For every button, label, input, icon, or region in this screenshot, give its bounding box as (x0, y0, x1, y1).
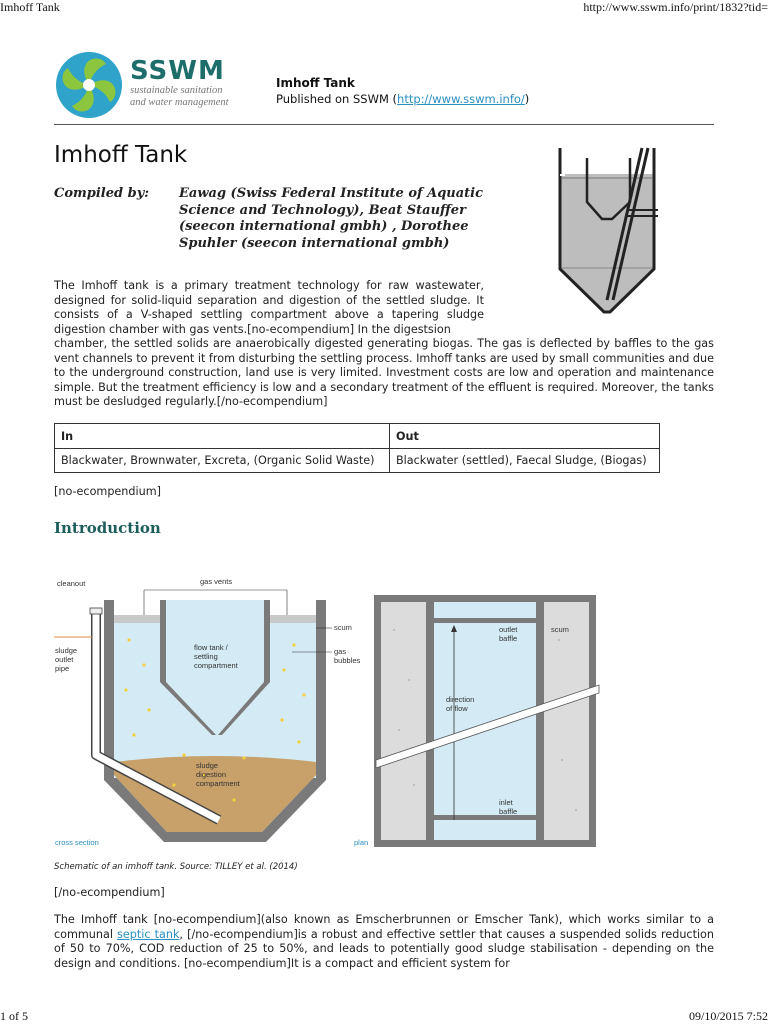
print-timestamp: 09/10/2015 7:52 (688, 1009, 768, 1023)
print-header-title: Imhoff Tank (0, 0, 60, 14)
label-plan: plan (354, 838, 369, 847)
label-gas-bubbles-1: gas (334, 647, 347, 656)
cross-section-view (54, 577, 361, 847)
label-flow-tank-1: flow tank / (194, 643, 228, 652)
label-flow-tank-2: settling (194, 652, 218, 661)
label-direction-1: direction (446, 695, 475, 704)
label-cleanout: cleanout (57, 579, 86, 588)
label-sludge-digestion-3: compartment (196, 779, 240, 788)
label-sludge-outlet-2: outlet (55, 655, 74, 664)
imhoff-tank-thumbnail (552, 144, 662, 316)
body-text-part-2: , [/no-ecompendium]is a robust and effective settler that causes a suspended solids reduction of 50 to 70%, COD reduction of 25 to 50%, and leads to potentially good sludge stabilisation - depending on the design and conditions. [no-ecompendium]It is a compact and efficient system for (54, 927, 714, 970)
label-outlet-baffle-2: baffle (499, 634, 518, 643)
table-header-row (55, 424, 660, 449)
header-divider (54, 124, 714, 125)
tagline-line-1: sustainable sanitation (130, 85, 223, 96)
tagline-line-2: and water management (130, 97, 229, 108)
print-header-url: http://www.sswm.info/print/1832?tid= (583, 0, 768, 14)
body-text-part-1: The Imhoff tank [no-ecompendium](also known as Emscherbrunnen or Emscher Tank), which works similar to a communal (54, 913, 714, 941)
label-direction-2: of flow (446, 704, 468, 713)
tag-open: [no-ecompendium] (54, 485, 161, 498)
published-suffix: ) (524, 92, 530, 106)
label-sludge-digestion-1: sludge (196, 761, 219, 770)
table-header-in: In (55, 424, 390, 449)
section-heading-introduction: Introduction (54, 519, 161, 537)
intro-paragraph-1: The Imhoff tank is a primary treatment technology for raw wastewater, designed for solid-liquid separation and digestion of the settled sludge. It consists of a V-shaped settling compartment above a tapering sludge digestion chamber with gas vents.[no-ecompendium] In the digestsion (54, 279, 484, 336)
table-cell-out: Blackwater (settled), Faecal Sludge, (Biogas) (390, 449, 660, 473)
page-title: Imhoff Tank (54, 142, 188, 168)
label-scum-left: scum (334, 623, 352, 632)
label-scum-right: scum (551, 625, 569, 634)
body-paragraph (54, 913, 714, 971)
label-sludge-outlet-3: pipe (55, 664, 70, 673)
page-count: 1 of 5 (0, 1009, 28, 1023)
table-header-out: Out (390, 424, 660, 449)
label-gas-bubbles-2: bubbles (334, 656, 361, 665)
label-gas-vents: gas vents (200, 577, 233, 586)
table-cell-in: Blackwater, Brownwater, Excreta, (Organic Solid Waste) (55, 449, 390, 473)
label-outlet-baffle-1: outlet (499, 625, 518, 634)
label-inlet-baffle-1: inlet (499, 798, 513, 807)
input-output-table (54, 423, 660, 473)
septic-tank-link[interactable]: septic tank (117, 927, 180, 941)
label-sludge-digestion-2: digestion (196, 770, 227, 779)
sswm-link[interactable]: http://www.sswm.info/ (397, 92, 525, 106)
imhoff-schematic-diagram (54, 570, 604, 855)
label-cross-section: cross section (55, 838, 99, 847)
published-title: Imhoff Tank (276, 76, 355, 90)
label-sludge-outlet-1: sludge (55, 646, 78, 655)
figure-caption: Schematic of an imhoff tank. Source: TILLEY et al. (2014) (54, 862, 298, 872)
label-flow-tank-3: compartment (194, 661, 238, 670)
compiled-by-label: Compiled by: (54, 186, 150, 201)
table-row (55, 449, 660, 473)
brand-name: SSWM (130, 56, 225, 86)
tag-close: [/no-ecompendium] (54, 886, 165, 899)
compiled-by-value: Eawag (Swiss Federal Institute of Aquatic Science and Technology), Beat Stauffer (seecon international gmbh) , Dorothee Spuhler (seecon international gmbh) (179, 186, 484, 251)
brand-tagline (130, 85, 270, 109)
published-line (276, 92, 529, 106)
label-inlet-baffle-2: baffle (499, 807, 518, 816)
intro-paragraph-2: chamber, the settled solids are anaerobically digested generating biogas. The gas is deflected by baffles to the gas vent channels to prevent it from disturbing the settling process. Imhoff tanks are used by small communities and due to the underground construction, land use is very limited. Investment costs are low and operation and maintenance simple. But the treatment efficiency is low and a secondary treatment of the effluent is required. Moreover, the tanks must be desludged regularly.[/no-ecompendium] (54, 337, 714, 408)
plan-view (354, 595, 599, 847)
published-prefix: Published on SSWM ( (276, 92, 398, 106)
sswm-logo-icon (54, 50, 124, 120)
